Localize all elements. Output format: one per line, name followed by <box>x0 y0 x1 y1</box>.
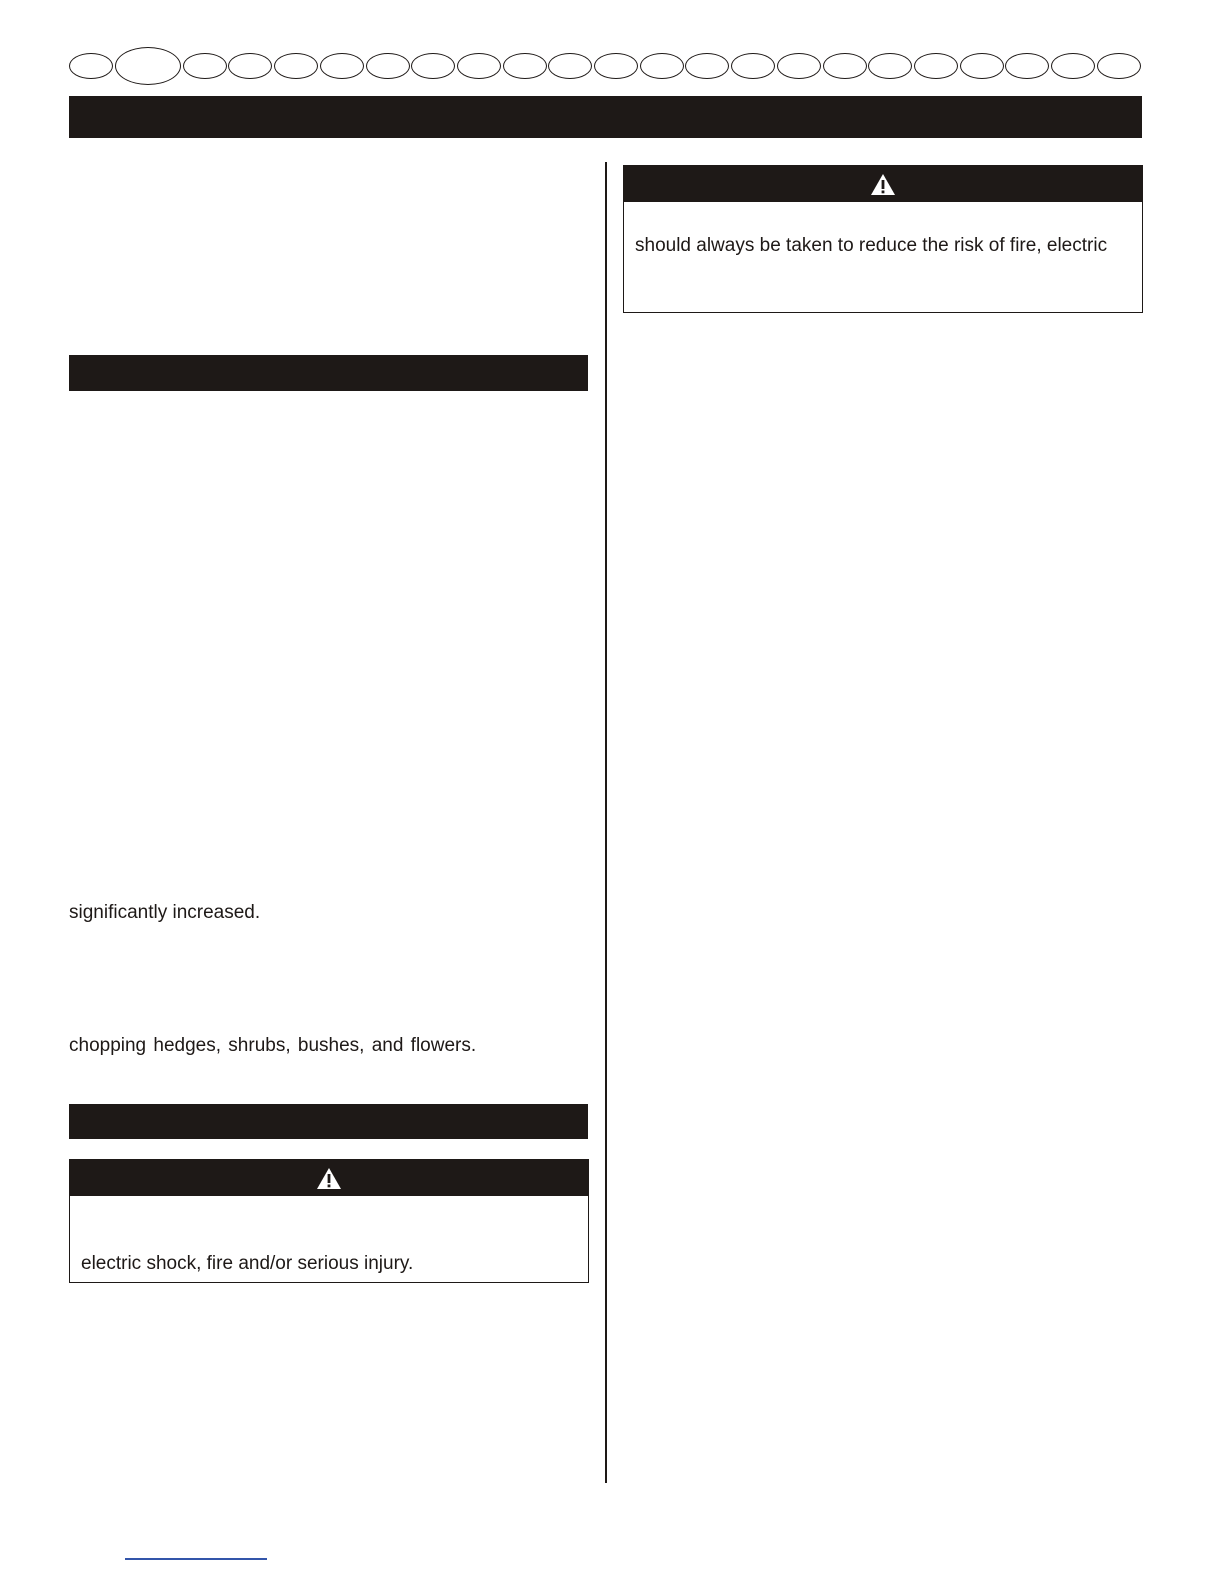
warning-header <box>70 1160 588 1196</box>
section-heading-bar <box>69 1104 588 1139</box>
warning-triangle-icon <box>316 1167 342 1190</box>
language-tab-oval[interactable] <box>685 53 729 79</box>
language-tab-oval[interactable] <box>274 53 318 79</box>
language-tab-oval[interactable] <box>594 53 638 79</box>
language-tab-oval[interactable] <box>411 53 455 79</box>
language-tab-oval[interactable] <box>503 53 547 79</box>
warning-box <box>623 165 1143 313</box>
language-tab-oval[interactable] <box>777 53 821 79</box>
page-title-bar <box>69 96 1142 138</box>
warning-text: electric shock, fire and/or serious injury. <box>81 1253 414 1274</box>
language-tab-oval[interactable] <box>960 53 1004 79</box>
language-tab-oval[interactable] <box>823 53 867 79</box>
language-tab-oval[interactable] <box>457 53 501 79</box>
language-tab-oval[interactable] <box>548 53 592 79</box>
warning-text: should always be taken to reduce the risk of fire, electric <box>635 235 1108 256</box>
language-tab-oval[interactable] <box>640 53 684 79</box>
language-tab-oval[interactable] <box>1005 53 1049 79</box>
paragraph-line: chopping hedges, shrubs, bushes, and flowers. <box>69 1035 477 1056</box>
language-tab-oval[interactable] <box>69 53 113 79</box>
language-tab-oval[interactable] <box>320 53 364 79</box>
language-tab-oval[interactable] <box>1097 53 1141 79</box>
language-tab-oval[interactable] <box>115 47 181 85</box>
footer-rule <box>125 1558 267 1560</box>
language-tab-oval[interactable] <box>228 53 272 79</box>
warning-triangle-icon <box>870 173 896 196</box>
column-divider <box>605 162 607 1483</box>
section-heading-bar <box>69 355 588 391</box>
language-tab-oval[interactable] <box>868 53 912 79</box>
language-tab-oval[interactable] <box>366 53 410 79</box>
language-tab-oval[interactable] <box>183 53 227 79</box>
warning-header <box>624 166 1142 202</box>
language-tab-oval[interactable] <box>1051 53 1095 79</box>
warning-box <box>69 1159 589 1283</box>
language-tab-oval[interactable] <box>731 53 775 79</box>
language-tab-oval[interactable] <box>914 53 958 79</box>
paragraph-line: significantly increased. <box>69 902 261 923</box>
